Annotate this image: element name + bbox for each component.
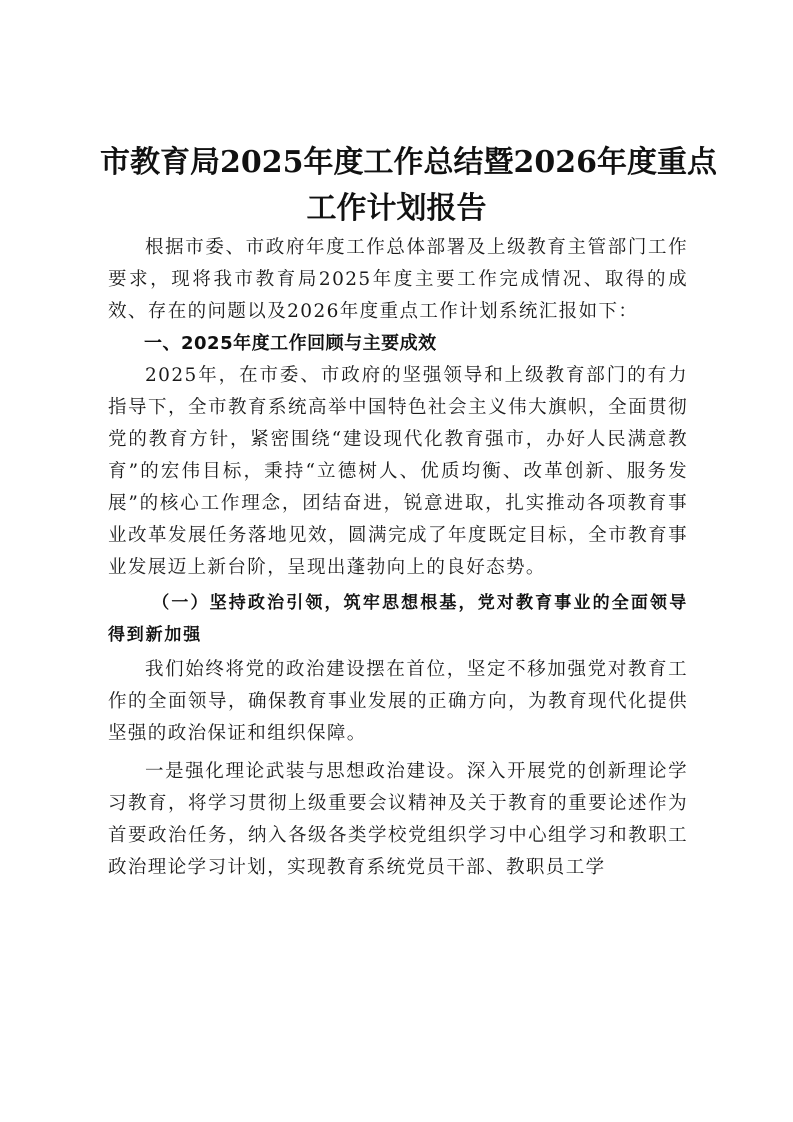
point-1-paragraph: 一是强化理论武装与思想政治建设。深入开展党的创新理论学习教育，将学习贯彻上级重要会议精神及关于教育的重要论述作为首要政治任务，纳入各级各类学校党组织学习中心组学习和教职工政治理论学习计划，实现教育系统党员干部、教职员工学 [108, 761, 688, 878]
section-1-paragraph: 2025年，在市委、市政府的坚强领导和上级教育部门的有力指导下，全市教育系统高举中国特色社会主义伟大旗帜，全面贯彻党的教育方针，紧密围绕“建设现代化教育强市，办好人民满意教育”的宏伟目标，秉持“立德树人、优质均衡、改革创新、服务发展”的核心工作理念，团结奋进，锐意进取，扎实推动各项教育事业改革发展任务落地见效，圆满完成了年度既定目标，全市教育事业发展迈上新台阶，呈现出蓬勃向上的良好态势。 [108, 365, 688, 578]
document-title [100, 140, 717, 232]
subsection-1-paragraph: 我们始终将党的政治建设摆在首位，坚定不移加强党对教育工作的全面领导，确保教育事业发展的正确方向，为教育现代化提供坚强的政治保证和组织保障。 [108, 659, 688, 744]
subsection-1-heading: （一）坚持政治引领，筑牢思想根基，党对教育事业的全面领导得到新加强 [108, 593, 688, 645]
section-1-heading: 一、2025年度工作回顾与主要成效 [144, 333, 437, 354]
intro-paragraph: 根据市委、市政府年度工作总体部署及上级教育主管部门工作要求，现将我市教育局2025年度主要工作完成情况、取得的成效、存在的问题以及2026年度重点工作计划系统汇报如下： [108, 237, 688, 322]
document-title-line-1: 市教育局2025年度工作总结暨2026年度重点 [100, 145, 717, 180]
document-body [108, 232, 688, 884]
document-title-line-2: 工作计划报告 [306, 191, 487, 226]
